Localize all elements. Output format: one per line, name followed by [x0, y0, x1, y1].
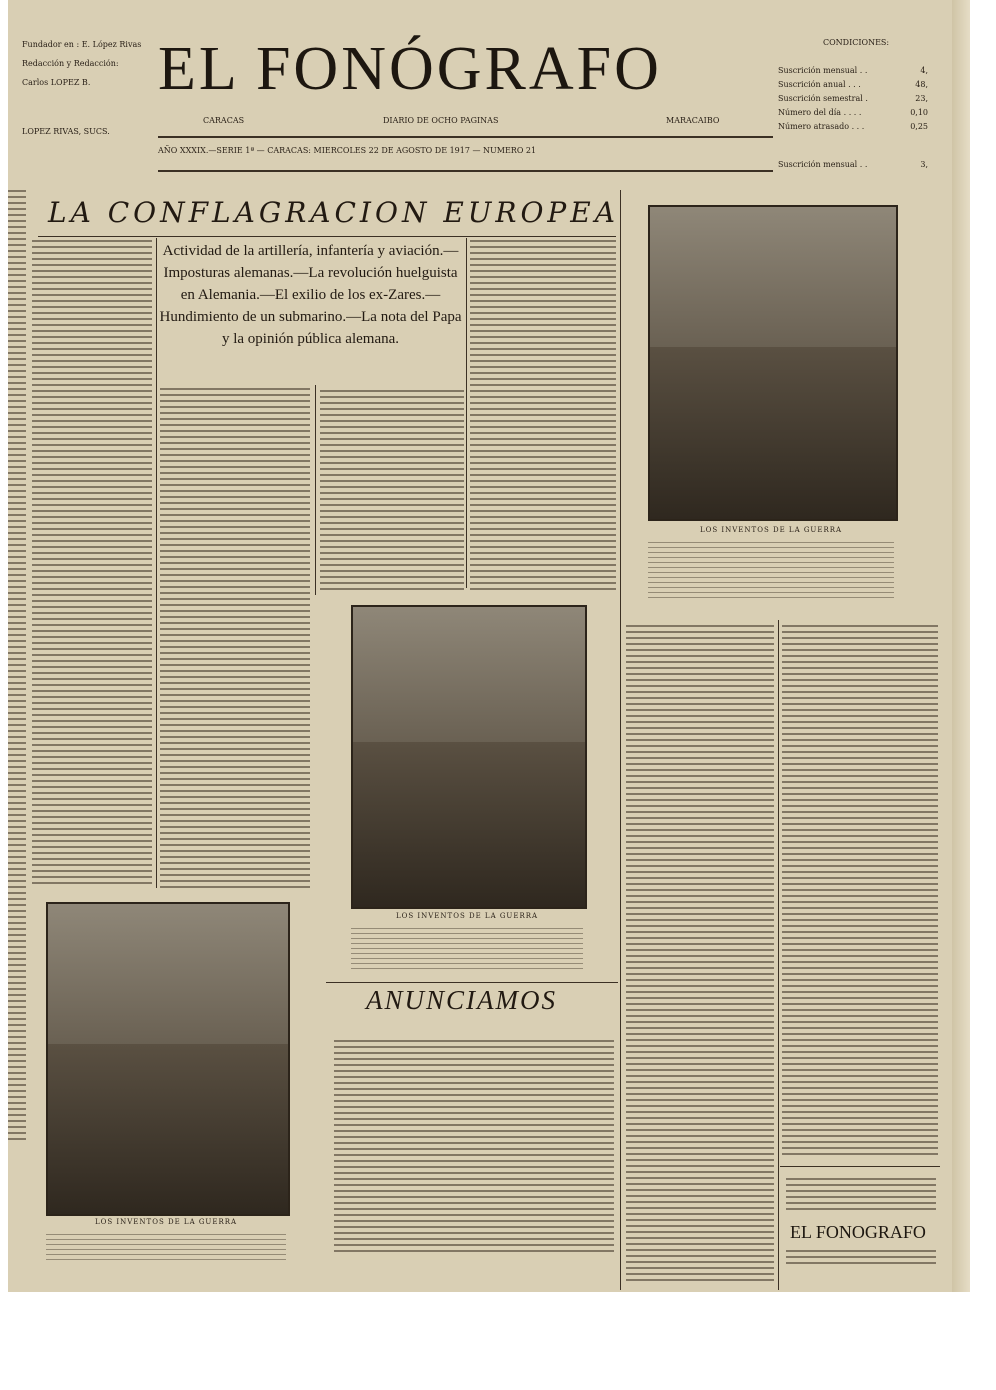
left-edge-column [8, 190, 26, 1140]
photo-caption-right: LOS INVENTOS DE LA GUERRA [699, 526, 843, 534]
conditions-row [778, 108, 928, 117]
conditions-label: Suscrición semestral . [778, 94, 868, 103]
conditions-row [778, 80, 928, 89]
column-rule [466, 238, 467, 588]
newspaper-page [8, 0, 970, 1292]
publisher-line-3: Carlos LOPEZ B. [22, 78, 91, 87]
masthead-subtitle: DIARIO DE OCHO PAGINAS [383, 116, 499, 125]
conditions-label: Suscrición mensual . . [778, 160, 868, 169]
conditions-row [778, 160, 928, 169]
conditions-label: Suscrición anual . . . [778, 80, 861, 89]
sidebar-rule [780, 1166, 940, 1167]
photo-caption-left-body [46, 1234, 286, 1264]
lead-deck: Actividad de la artillería, infantería y aviación.—Imposturas alemanas.—La revolución huelguista en Alemania.—El exilio de los ex-Zares.—Hundimiento de un submarino.—La nota del Papa y la opinión pública alemana. [159, 243, 462, 347]
lead-headline: LA CONFLAGRACION EUROPEA [48, 196, 619, 229]
photo-caption-center-body [351, 928, 583, 970]
ads-title: ANUNCIAMOS [366, 985, 557, 1015]
conditions-row [778, 94, 928, 103]
conditions-value: 23, [915, 94, 928, 103]
sidebar-notice [786, 1178, 936, 1214]
photo-foreground [353, 742, 585, 907]
article-column [782, 625, 938, 1155]
conditions-row [778, 66, 928, 75]
photo-caption-center: LOS INVENTOS DE LA GUERRA [395, 912, 539, 920]
photo-background [353, 607, 585, 742]
photo-soldiers-field [46, 902, 290, 1216]
conditions-value: 3, [920, 160, 928, 169]
conditions-value: 0,10 [910, 108, 928, 117]
column-rule [156, 238, 157, 888]
masthead-city-left: CARACAS [203, 116, 245, 125]
photo-soldier-camera [648, 205, 898, 521]
photo-background [48, 904, 288, 1044]
column-rule [620, 190, 621, 1290]
conditions-value: 48, [915, 80, 928, 89]
article-column [320, 390, 464, 590]
article-column [32, 240, 152, 885]
masthead-rule-bottom [158, 170, 773, 172]
sidebar-brand: EL FONOGRAFO [790, 1222, 926, 1242]
issue-line: AÑO XXXIX.—SERIE 1ª — CARACAS: MIERCOLES 22 DE AGOSTO DE 1917 — NUMERO 21 [158, 146, 537, 155]
article-column [470, 240, 616, 590]
conditions-row [778, 122, 928, 131]
photo-foreground [48, 1044, 288, 1215]
conditions-value: 0,25 [910, 122, 928, 131]
publisher-line-4: LOPEZ RIVAS, SUCS. [22, 127, 110, 136]
column-rule [315, 385, 316, 595]
sidebar-notice-end [786, 1250, 936, 1264]
masthead-rule-top [158, 136, 773, 138]
headline-rule [38, 236, 616, 237]
photo-caption-left: LOS INVENTOS DE LA GUERRA [94, 1218, 238, 1226]
publisher-box [22, 40, 152, 136]
photo-caption-right-body [648, 542, 894, 602]
conditions-title: CONDICIONES: [823, 38, 890, 47]
article-column [160, 388, 310, 888]
article-column [626, 625, 774, 1285]
conditions-label: Número atrasado . . . [778, 122, 865, 131]
masthead-city-right: MARACAIBO [666, 116, 720, 125]
publisher-line-2: Redacción y Redacción: [22, 59, 119, 68]
conditions-label: Suscrición mensual . . [778, 66, 868, 75]
ads-column [334, 1040, 614, 1255]
column-rule [778, 620, 779, 1290]
conditions-label: Número del día . . . . [778, 108, 862, 117]
conditions-value: 4, [920, 66, 928, 75]
masthead-title: EL FONÓGRAFO [158, 35, 662, 103]
publisher-line-1: Fundador en : E. López Rivas [22, 40, 142, 49]
photo-artillery [351, 605, 587, 909]
photo-foreground [650, 347, 896, 519]
ads-rule [326, 982, 618, 983]
photo-background [650, 207, 896, 347]
